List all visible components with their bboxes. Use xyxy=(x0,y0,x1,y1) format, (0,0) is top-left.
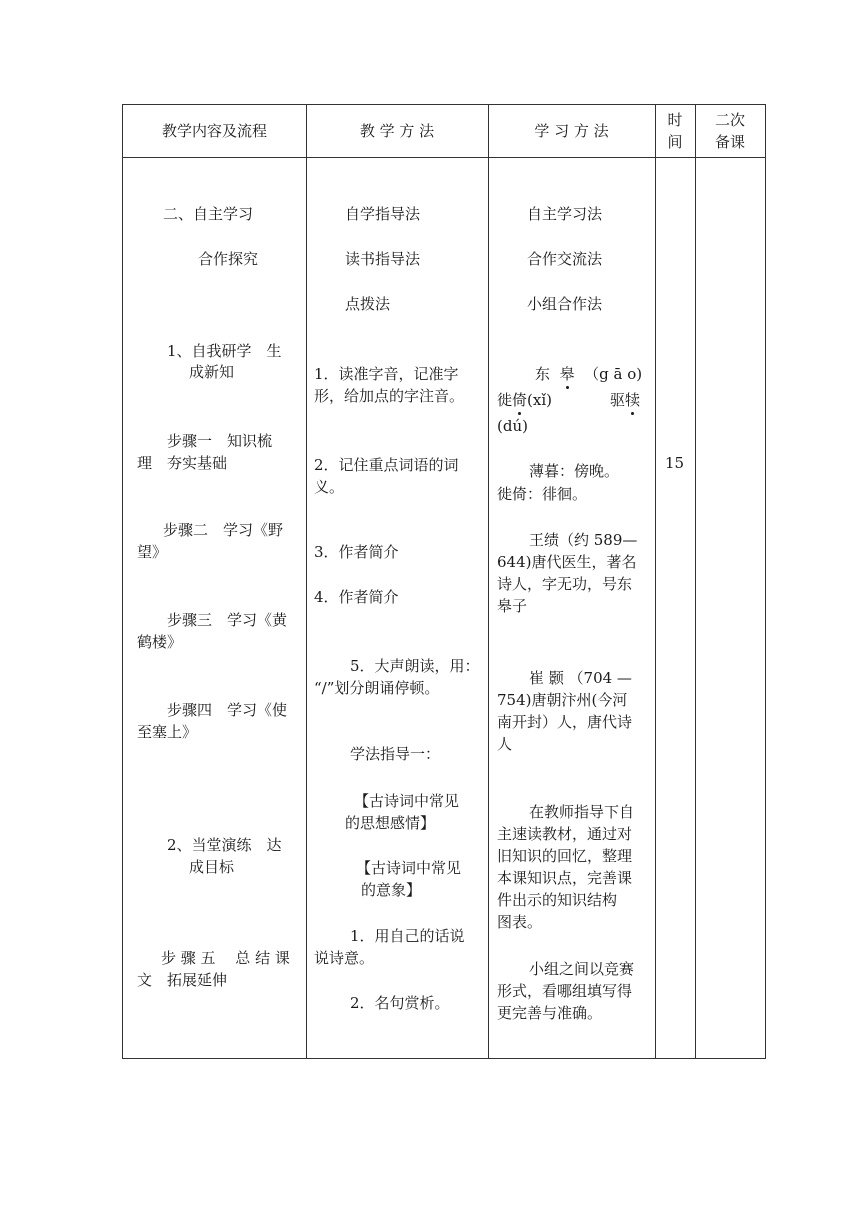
word-xiyi: 徙倚：徘徊。 xyxy=(497,485,588,503)
author-wangji-3: 诗人，字无功，号东 xyxy=(497,575,633,593)
author-wangji-4: 皋子 xyxy=(497,597,528,615)
step-one: 步骤一 知识梳 xyxy=(167,432,273,450)
bracket-emotions: 【古诗词中常见 xyxy=(354,792,460,810)
header-time xyxy=(655,105,695,157)
step-three: 步骤三 学习《黄 xyxy=(167,611,288,629)
bracket-imagery: 【古诗词中常见 xyxy=(356,859,462,877)
author-wangji-2: 644)唐代医生，著名 xyxy=(497,553,637,571)
author-cuihao-4: 人 xyxy=(497,735,513,753)
task-paraphrase-cont: 说诗意。 xyxy=(314,949,375,967)
task-famous-lines: 2．名句赏析。 xyxy=(350,994,450,1012)
header-second-prep xyxy=(695,105,765,157)
header-teaching-method: 教 学 方 法 xyxy=(359,122,435,140)
teach-method-2: 读书指导法 xyxy=(345,250,421,268)
step-four: 步骤四 学习《使 xyxy=(167,701,288,719)
teach-method-1: 自学指导法 xyxy=(345,205,421,223)
step-three-cont: 鹤楼》 xyxy=(137,633,183,651)
sub-practice-cont: 成目标 xyxy=(189,858,235,876)
author-wangji-1: 王绩（约 589— xyxy=(529,531,638,549)
column-divider xyxy=(488,105,489,1058)
column-divider xyxy=(655,105,656,1058)
char-yi-dotted: 倚 xyxy=(512,389,527,412)
learn-method-1: 自主学习法 xyxy=(527,205,603,223)
author-cuihao-1: 崔 颢 （704 — xyxy=(529,669,632,687)
bracket-imagery-cont: 的意象】 xyxy=(361,881,422,899)
pinyin-gao: （g ā o) xyxy=(584,365,643,383)
char-qu: 驱 xyxy=(610,391,626,409)
task-5-line1: 5．大声朗读，用： xyxy=(350,657,480,675)
reflect-3: 旧知识的回忆，整理 xyxy=(497,847,633,865)
header-learning-method: 学 习 方 法 xyxy=(534,122,609,140)
sub-self-research: 1、自我研学 生 xyxy=(167,342,282,360)
task-1-line2: 形，给加点的字注音。 xyxy=(314,387,465,405)
method-guide: 学法指导一： xyxy=(350,745,441,763)
lesson-plan-table xyxy=(122,104,766,1059)
char-dong: 东 xyxy=(535,365,551,383)
step-five-cont: 文 拓展延伸 xyxy=(137,971,228,989)
task-3: 3．作者简介 xyxy=(314,543,399,561)
word-bomu: 薄暮：傍晚。 xyxy=(529,462,620,480)
char-du-dotted: 犊 xyxy=(625,389,640,412)
step-four-cont: 至塞上》 xyxy=(137,723,198,741)
step-one-cont: 理 夯实基础 xyxy=(137,454,228,472)
header-content-flow: 教学内容及流程 xyxy=(161,122,267,140)
learn-method-3: 小组合作法 xyxy=(527,295,603,313)
pinyin-line2 xyxy=(497,389,552,412)
reflect-4: 本课知识点，完善课 xyxy=(497,869,633,887)
pinyin-line2b xyxy=(610,389,640,412)
author-cuihao-2: 754)唐朝汴州(今河 xyxy=(497,691,628,709)
char-xi: 徙 xyxy=(497,391,513,409)
pinyin-line1 xyxy=(535,363,642,386)
step-five: 步 骤 五 总 结 课 xyxy=(161,949,290,967)
header-time-line1: 时 xyxy=(667,111,683,129)
char-gao-dotted: 皋 xyxy=(560,363,575,386)
task-2-line2: 义。 xyxy=(314,478,345,496)
header-time-line2: 间 xyxy=(667,133,683,151)
header-divider xyxy=(123,157,765,158)
reflect-1: 在教师指导下自 xyxy=(529,803,635,821)
reflect-5: 件出示的知识结构 xyxy=(497,891,618,909)
task-5-line2: “/”划分朗诵停顿。 xyxy=(314,679,440,697)
column-divider xyxy=(695,105,696,1058)
group-3: 更完善与准确。 xyxy=(497,1004,603,1022)
task-2-line1: 2．记住重点词语的词 xyxy=(314,456,459,474)
time-minutes: 15 xyxy=(665,454,685,472)
bracket-emotions-cont: 的思想感情】 xyxy=(345,814,436,832)
step-two: 步骤二 学习《野 xyxy=(163,521,284,539)
group-2: 形式，看哪组填写得 xyxy=(497,982,633,1000)
sub-practice: 2、当堂演练 达 xyxy=(167,836,282,854)
header-second-prep-line2: 备课 xyxy=(714,133,745,151)
section-cooperative: 合作探究 xyxy=(198,250,259,268)
header-second-prep-line1: 二次 xyxy=(714,111,745,129)
pinyin-xi: (xǐ) xyxy=(527,391,552,409)
sub-self-research-cont: 成新知 xyxy=(189,363,235,381)
learn-method-2: 合作交流法 xyxy=(527,250,603,268)
teach-method-3: 点拨法 xyxy=(345,295,391,313)
step-two-cont: 望》 xyxy=(137,543,168,561)
section-self-study: 二、自主学习 xyxy=(163,205,254,223)
task-1-line1: 1．读准字音，记准字 xyxy=(314,365,459,383)
task-paraphrase: 1．用自己的话说 xyxy=(350,927,465,945)
reflect-2: 主速读教材，通过对 xyxy=(497,825,633,843)
author-cuihao-3: 南开封）人，唐代诗 xyxy=(497,713,633,731)
column-divider xyxy=(306,105,307,1058)
group-1: 小组之间以竞赛 xyxy=(529,960,635,978)
pinyin-du: (dú) xyxy=(497,417,528,435)
task-4: 4．作者简介 xyxy=(314,588,399,606)
reflect-6: 图表。 xyxy=(497,913,543,931)
